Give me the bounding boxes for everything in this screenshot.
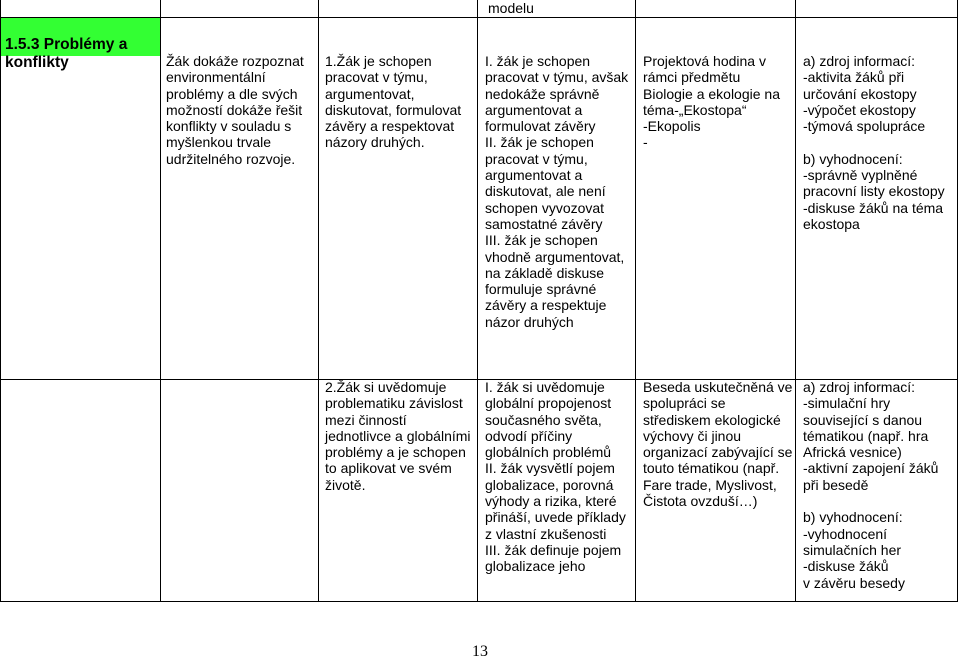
levels-1-cell: I. žák je schopen pracovat v týmu, avšak nedokáže správně argumentovat a formulovat závěry II. žák je schopen pracovat v týmu, argumentovat a diskutovat, ale není schopen vyvozovat samostatné závěry III. žák je schopen vhodně argumentovat, na základě diskuse formuluje správné závěry a respektuje názor druhých	[485, 53, 629, 330]
topic-cell	[1, 18, 160, 71]
activity-1-cell: Projektová hodina v rámci předmětu Biologie a ekologie na téma-„Ekostopa“ -Ekopolis -	[643, 53, 780, 151]
evaluation-2-cell: a) zdroj informací: -simulační hry související s danou tématikou (např. hra Africká vesnice) -aktivní zapojení žáků při besedě b) vyhodnocení: -vyhodnocení simulačních her -diskuse žáků v závěru besedy	[803, 379, 939, 591]
page-number: 13	[472, 643, 488, 660]
topic-title: 1.5.3 Problémy a konflikty	[5, 36, 128, 71]
levels-2-cell: I. žák si uvědomuje globální propojenost současného světa, odvodí příčiny globálních problémů II. žák vysvětlí pojem globalizace, porovná výhody a rizika, které přináší, uvede příklady z vlastní zkušenosti III. žák definuje pojem globalizace jeho	[485, 379, 626, 575]
competence-2-cell: 2.Žák si uvědomuje problematiku závislost mezi činností jednotlivce a globálními problémy a je schopen to aplikovat ve svém životě.	[325, 379, 471, 493]
competence-1-cell: 1.Žák je schopen pracovat v týmu, argumentovat, diskutovat, formulovat závěry a respektovat názory druhých.	[325, 53, 462, 151]
prev-row-fragment: modelu	[488, 0, 534, 16]
activity-2-cell: Beseda uskutečněná ve spolupráci se střediskem ekologické výchovy či jinou organizací zabývající se touto tématikou (např. Fare trade, Myslivost, Čistota ovzduší…)	[643, 379, 793, 510]
evaluation-1-cell: a) zdroj informací: -aktivita žáků při určování ekostopy -výpočet ekostopy -týmová spolupráce b) vyhodnocení: -správně vyplněné pracovní listy ekostopy -diskuse žáků na téma ekostopa	[803, 53, 945, 232]
outcome-cell: Žák dokáže rozpoznat environmentální problémy a dle svých možností dokáže řešit konflikty v souladu s myšlenkou trvale udržitelného rozvoje.	[166, 53, 304, 167]
